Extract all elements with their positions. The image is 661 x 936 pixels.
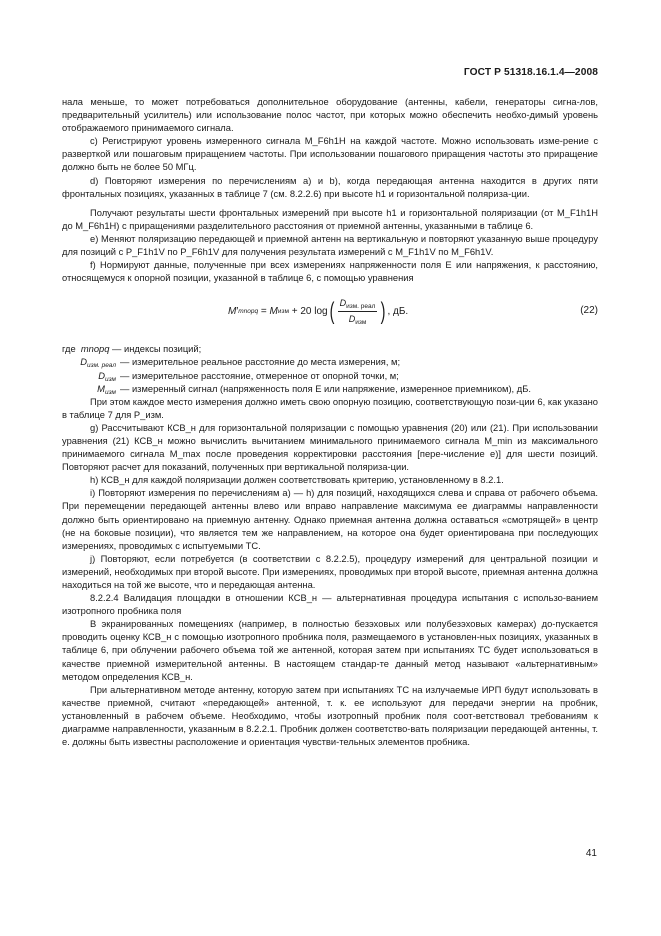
equation-legend — [62, 343, 598, 395]
page-number: 41 — [585, 848, 597, 859]
equation-number: (22) — [580, 305, 598, 317]
paragraph: При альтернативном методе антенну, которую затем при испытаниях ТС на излучаемые ИРП будут использовать в качестве приемной, считают «передающей» антенной, т. к. ее используют для передачи энергии на пробник, установленный в рабочем объеме. Необходимо, чтобы изотропный пробник поля соот-ветствовал требованиям к диаграмме направленности, указанным в 8.2.2.1. Пробник должен соответство-вать поляризации передающей антенны, т. е. должны быть известны расположение и ориентация чувстви-тельных элементов пробника. — [62, 684, 598, 748]
legend-intro: где mnopq — индексы позиций; — [62, 344, 202, 355]
paragraph-item-i: i) Повторяют измерения по перечислениям a) — h) для позиций, находящихся слева и справа от рабочего объема. При перемещении передающей антенны влево или вправо направление максимума ее диаграммы направленности должно быть ориентировано на приемную антенну. Однако приемная антенна должна оставаться «смотрящей» в центр (не на боковые позиции), что является тем же направлением, на которое она будет ориентирована при последующих измерениях, проводимых с испытуемыми ТС. — [62, 488, 598, 551]
legend-item: $D_{изм}$ — измерительное расстояние, отмеренное от опорной точки, м; — [98, 370, 399, 383]
paragraph-item-g: g) Рассчитывают КСВ_н для горизонтальной поляризации с помощью уравнения (20) или (21). При использовании уравнения (21) КСВ_н можно вычислить вычитанием минимального принимаемого сигнала M_min из максимального принимаемого сигнала M_max после проведения корректировки расстояния [пере-числение e)] для шести позиций. Повторяют расчет для показаний, полученных при вертикальной поляриза-ции. — [62, 422, 598, 473]
standard-code-header: ГОСТ Р 51318.16.1.4—2008 — [463, 67, 598, 78]
equation-22 — [62, 295, 598, 329]
paragraph: В экранированных помещениях (например, в полностью безэховых или полубезэховых камерах) до-пускается проводить оценку КСВ_н с помощью изотропного пробника поля, размещаемого в установлен-ных позициях, указанных в таблице 6, при облучении рабочего объема той же антенной, которая затем при испытаниях ТС будет использоваться в качестве приемной измерительной антенны. В настоящем стандар-те данный метод называют «альтернативным» методом определения КСВ_н. — [62, 619, 598, 682]
legend-item: $M_{изм}$ — измеренный сигнал (напряженность поля E или напряжение, измеренное приемником), дБ. — [97, 383, 531, 396]
paragraph-item-f: f) Нормируют данные, полученные при всех измерениях напряженности поля E или напряжения, к расстоянию, относящемуся к опорной позиции, указанной в таблице 6, с помощью уравнения — [62, 260, 598, 284]
equation-formula: M ′ mnopq = M изм + 20 log ( $\frac{D_{изм. реал}}{D_{изм}}$ ) , дБ. — [228, 297, 409, 327]
paragraph: Получают результаты шести фронтальных измерений при высоте h1 и горизонтальной поляризации (от M_F1h1H до M_F6h1H) с приращениями разделительного расстояния от приемной антенны, указанными в таблице 6. — [62, 207, 598, 231]
paragraph-item-j: j) Повторяют, если потребуется (в соответствии с 8.2.2.5), процедуру измерений для центральной позиции и измерений, необходимых при второй высоте. При измерениях, проводимых при второй высоте, приемная антенна должна находиться на той же высоте, что и передающая антенна. — [62, 553, 598, 590]
legend-item: $D_{изм. реал}$ — измерительное реальное расстояние до места измерения, м; — [80, 357, 401, 370]
paragraph: При этом каждое место измерения должно иметь свою опорную позицию, соответствующую пози-ции 6, как указано в таблице 7 для P_изм. — [62, 396, 598, 420]
paragraph-item-d: d) Повторяют измерения по перечислениям a) и b), когда передающая антенна находится в других пяти фронтальных позициях, указанных в таблице 7 (см. 8.2.2.6) при высоте h1 и горизонтальной поляриза-ции. — [62, 175, 598, 199]
paragraph-item-e: e) Меняют поляризацию передающей и приемной антенн на вертикальную и повторяют указанную выше процедуру для позиций с P_F1h1V по P_F6h1V для получения результата измерений с M_F1h1V по M_F6h1V. — [62, 233, 598, 258]
paragraph-item-h: h) КСВ_н для каждой поляризации должен соответствовать критерию, установленному в 8.2.1. — [90, 475, 504, 486]
section-heading-8-2-2-4: 8.2.2.4 Валидация площадки в отношении КСВ_н — альтернативная процедура испытания с использо-ванием изотропного пробника поля — [62, 593, 598, 617]
equation-fraction: $\frac{D_{изм. реал}}{D_{изм}}$ — [339, 298, 376, 327]
paragraph-item-c: c) Регистрируют уровень измеренного сигнала M_F6h1H на каждой частоте. Можно использовать изме-рение с разверткой или пошаговым приращением частоты. При использовании пошагового приращения частоты это приращение должно быть не более 50 МГц. — [62, 136, 598, 173]
document-body — [62, 96, 598, 749]
paragraph: нала меньше, то может потребоваться дополнительное оборудование (антенны, кабели, генераторы сигна-лов, предварительный усилитель) или использование полос частот, при которых можно обеспечить необхо-димый уровень отображаемого принимаемого сигнала. — [62, 97, 598, 134]
